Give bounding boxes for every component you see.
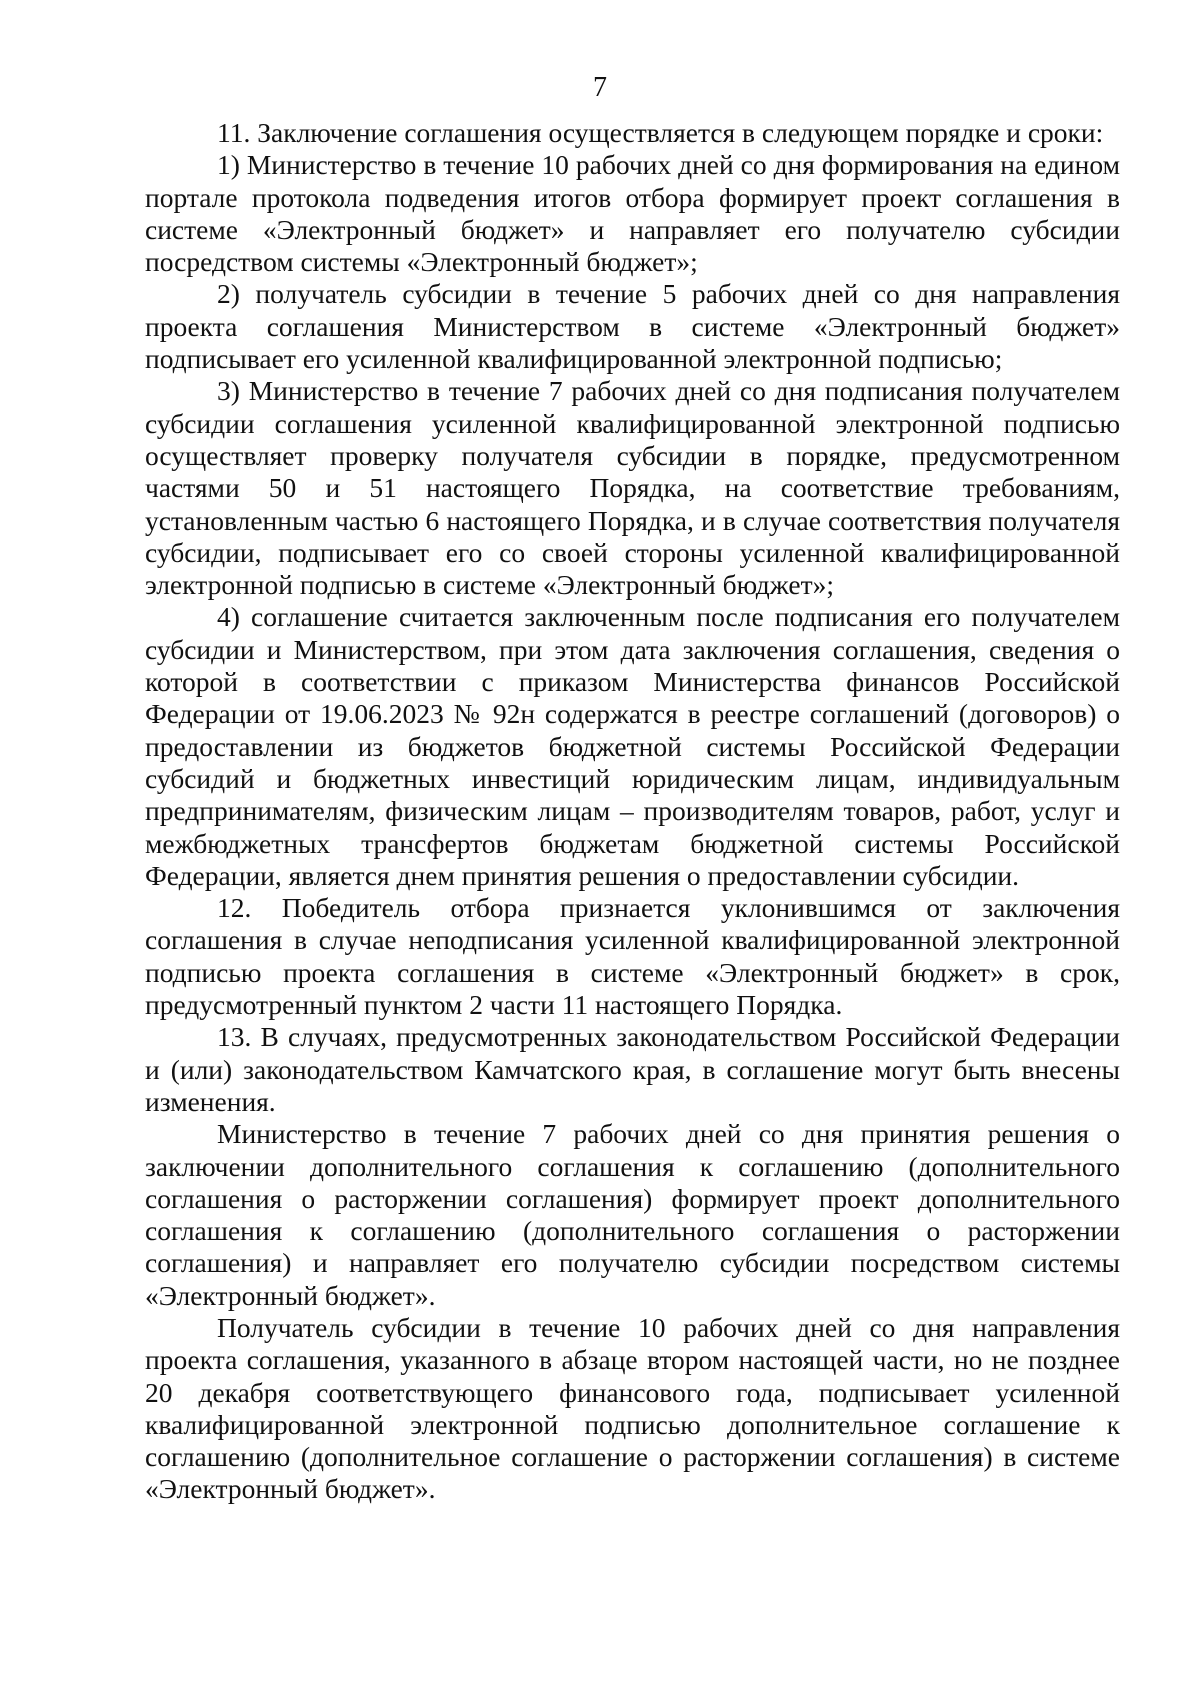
paragraph-12: 12. Победитель отбора признается уклонившимся от заключения соглашения в случае неподписания усиленной квалифицированной электронной подписью проекта соглашения в системе «Электронный бюджет» в срок, предусмотренный пунктом 2 части 11 настоящего Порядка. bbox=[145, 892, 1120, 1021]
paragraph-11-item-4: 4) соглашение считается заключенным после подписания его получателем субсидии и Министерством, при этом дата заключения соглашения, сведения о которой в соответствии с приказом Министерства финансов Российской Федерации от 19.06.2023 № 92н содержатся в реестре соглашений (договоров) о предоставлении из бюджетов бюджетной системы Российской Федерации субсидий и бюджетных инвестиций юридическим лицам, индивидуальным предпринимателям, физическим лицам – производителям товаров, работ, услуг и межбюджетных трансфертов бюджетам бюджетной системы Российской Федерации, является днем принятия решения о предоставлении субсидии. bbox=[145, 601, 1120, 891]
paragraph-11-intro: 11. Заключение соглашения осуществляется в следующем порядке и сроки: bbox=[217, 117, 1104, 148]
paragraph-11-item-1: 1) Министерство в течение 10 рабочих дней со дня формирования на едином портале протокола подведения итогов отбора формирует проект соглашения в системе «Электронный бюджет» и направляет его получателю субсидии посредством системы «Электронный бюджет»; bbox=[145, 149, 1120, 278]
paragraph-11-item-2: 2) получатель субсидии в течение 5 рабочих дней со дня направления проекта соглашения Министерством в системе «Электронный бюджет» подписывает его усиленной квалифицированной электронной подписью; bbox=[145, 278, 1120, 375]
paragraph-13-third: Получатель субсидии в течение 10 рабочих дней со дня направления проекта соглашения, указанного в абзаце втором настоящей части, но не позднее 20 декабря соответствующего финансового года, подписывает усиленной квалифицированной электронной подписью дополнительное соглашение к соглашению (дополнительное соглашение о расторжении соглашения) в системе «Электронный бюджет». bbox=[145, 1311, 1120, 1505]
page-number: 7 bbox=[593, 72, 607, 103]
document-body bbox=[145, 117, 1120, 1506]
paragraph-13-second: Министерство в течение 7 рабочих дней со дня принятия решения о заключении дополнительного соглашения к соглашению (дополнительного соглашения о расторжении соглашения) формирует проект дополнительного соглашения к соглашению (дополнительного соглашения о расторжении соглашения) и направляет его получателю субсидии посредством системы «Электронный бюджет». bbox=[145, 1118, 1120, 1311]
paragraph-11-item-3: 3) Министерство в течение 7 рабочих дней со дня подписания получателем субсидии соглашения усиленной квалифицированной электронной подписью осуществляет проверку получателя субсидии в порядке, предусмотренном частями 50 и 51 настоящего Порядка, на соответствие требованиям, установленным частью 6 настоящего Порядка, и в случае соответствия получателя субсидии, подписывает его со своей стороны усиленной квалифицированной электронной подписью в системе «Электронный бюджет»; bbox=[145, 375, 1120, 601]
paragraph-13: 13. В случаях, предусмотренных законодательством Российской Федерации и (или) законодательством Камчатского края, в соглашение могут быть внесены изменения. bbox=[145, 1021, 1120, 1117]
